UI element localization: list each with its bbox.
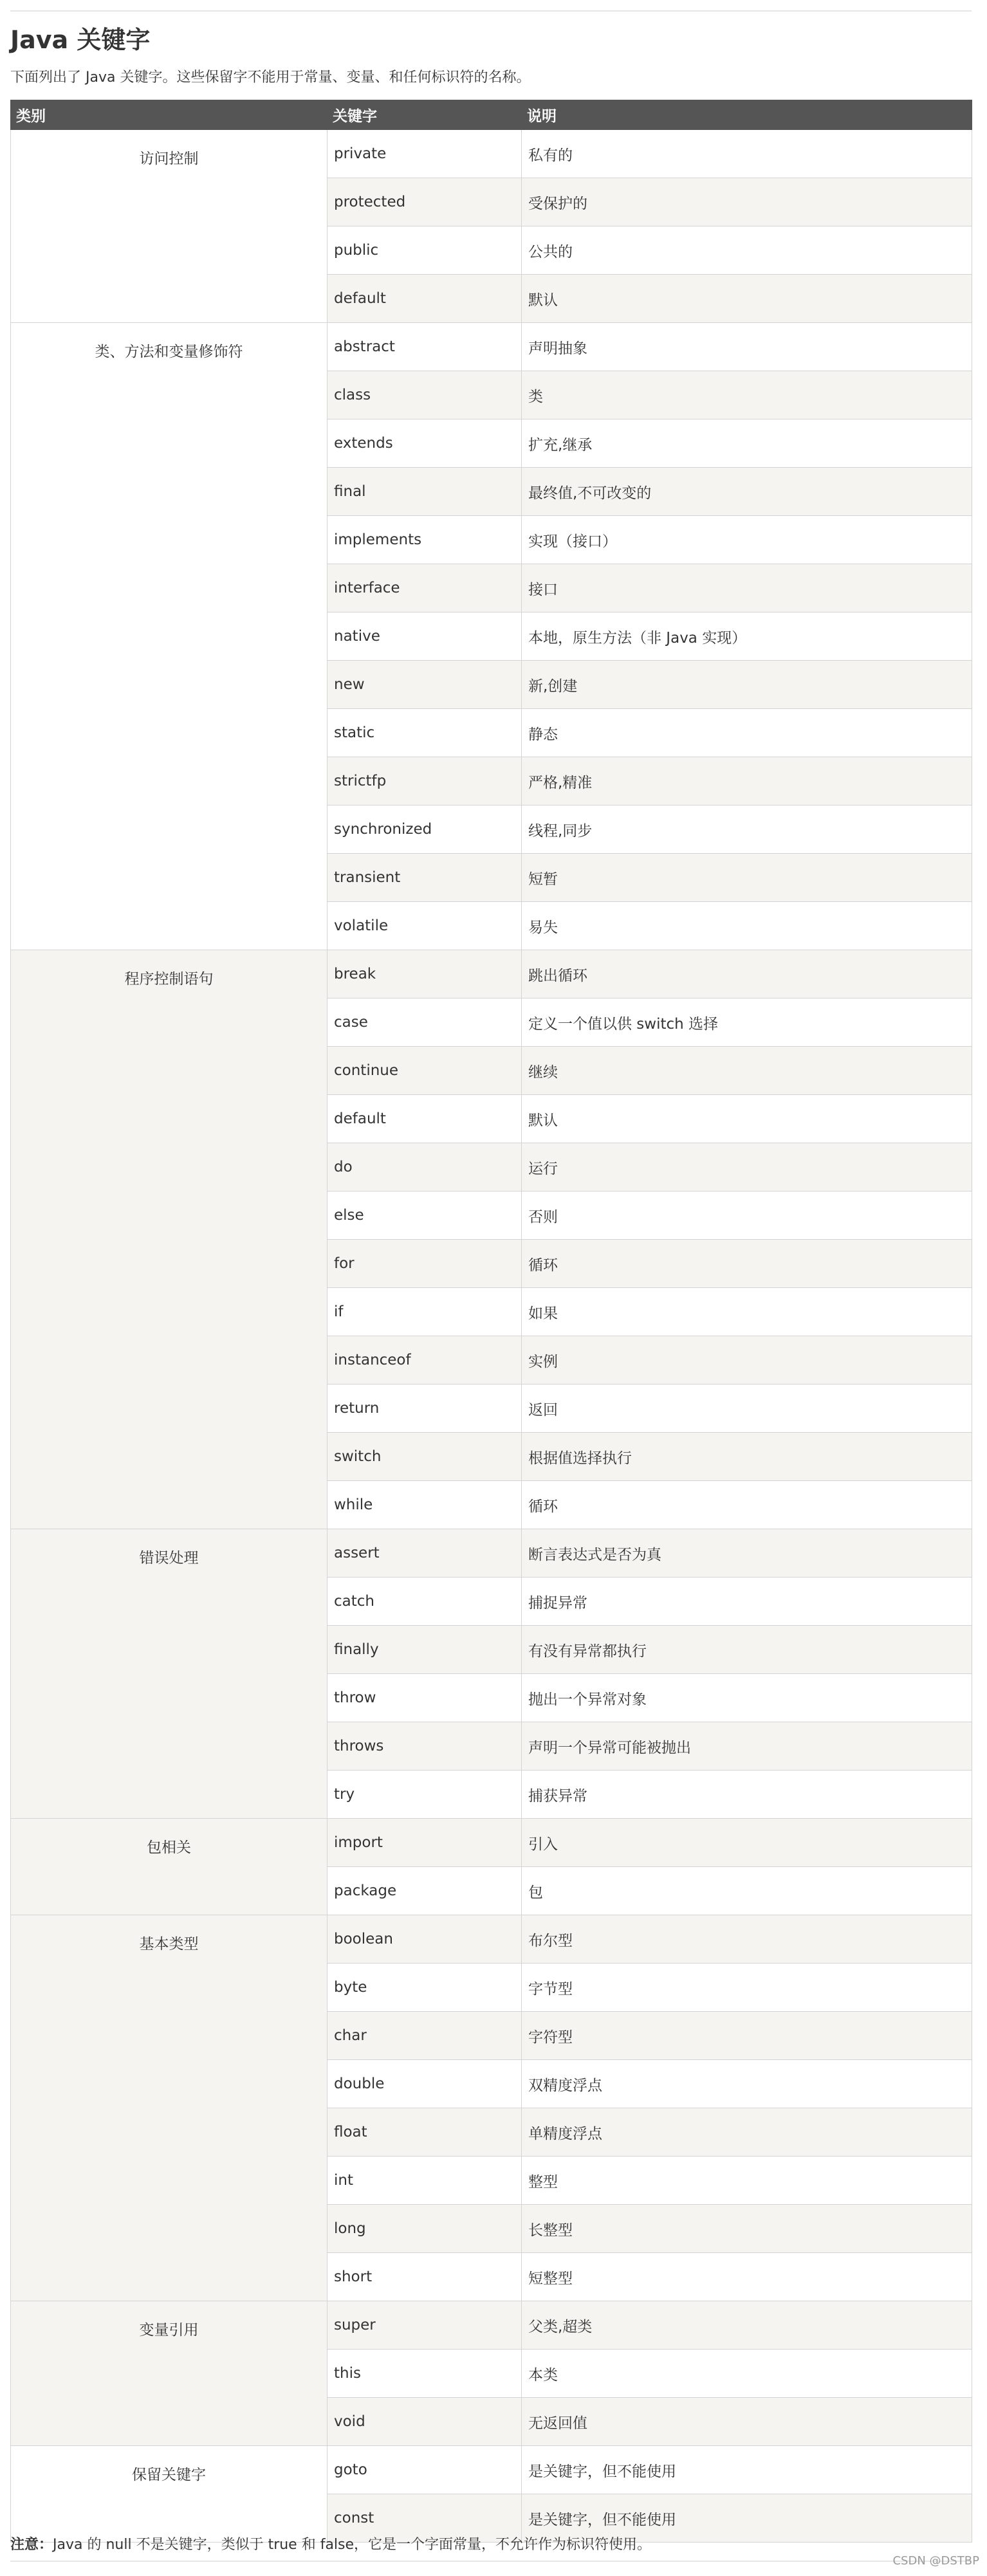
keyword-cell: abstract: [327, 323, 522, 371]
keyword-cell: throw: [327, 1674, 522, 1722]
description-cell: 线程,同步: [522, 805, 972, 854]
top-divider: [10, 10, 972, 12]
description-cell: 严格,精准: [522, 757, 972, 805]
description-cell: 扩充,继承: [522, 419, 972, 468]
description-cell: 返回: [522, 1385, 972, 1433]
keyword-cell: char: [327, 2012, 522, 2060]
description-cell: 无返回值: [522, 2398, 972, 2446]
keyword-cell: continue: [327, 1047, 522, 1095]
table-row: [11, 1915, 972, 1964]
description-cell: 实例: [522, 1336, 972, 1385]
keyword-cell: while: [327, 1481, 522, 1529]
keyword-cell: else: [327, 1191, 522, 1240]
keyword-cell: case: [327, 998, 522, 1047]
keyword-cell: assert: [327, 1529, 522, 1578]
keyword-cell: implements: [327, 516, 522, 564]
description-cell: 受保护的: [522, 178, 972, 226]
keyword-cell: short: [327, 2253, 522, 2301]
keyword-cell: transient: [327, 854, 522, 902]
keyword-cell: try: [327, 1771, 522, 1819]
header-keyword: 关键字: [327, 100, 522, 130]
description-cell: 整型: [522, 2157, 972, 2205]
keyword-cell: boolean: [327, 1915, 522, 1964]
description-cell: 最终值,不可改变的: [522, 468, 972, 516]
keyword-cell: throws: [327, 1722, 522, 1771]
description-cell: 静态: [522, 709, 972, 757]
header-description: 说明: [522, 100, 972, 130]
description-cell: 长整型: [522, 2205, 972, 2253]
description-cell: 捕获异常: [522, 1771, 972, 1819]
description-cell: 有没有异常都执行: [522, 1626, 972, 1674]
keyword-cell: volatile: [327, 902, 522, 950]
description-cell: 循环: [522, 1240, 972, 1288]
description-cell: 定义一个值以供 switch 选择: [522, 998, 972, 1047]
keyword-cell: import: [327, 1819, 522, 1867]
category-cell: 类、方法和变量修饰符: [11, 323, 327, 950]
keyword-cell: catch: [327, 1578, 522, 1626]
table-row: [11, 130, 972, 178]
keyword-cell: synchronized: [327, 805, 522, 854]
keyword-cell: const: [327, 2494, 522, 2543]
description-cell: 运行: [522, 1143, 972, 1191]
note-label: 注意：: [10, 2537, 53, 2553]
keyword-cell: default: [327, 1095, 522, 1143]
description-cell: 跳出循环: [522, 950, 972, 998]
table-row: [11, 2301, 972, 2350]
keyword-cell: instanceof: [327, 1336, 522, 1385]
keyword-cell: public: [327, 226, 522, 275]
keyword-cell: long: [327, 2205, 522, 2253]
watermark: CSDN @DSTBP: [892, 2554, 979, 2568]
keywords-table: [10, 100, 972, 2543]
keyword-cell: for: [327, 1240, 522, 1288]
category-cell: 基本类型: [11, 1915, 327, 2301]
table-row: [11, 1529, 972, 1578]
category-cell: 程序控制语句: [11, 950, 327, 1529]
description-cell: 易失: [522, 902, 972, 950]
keyword-cell: switch: [327, 1433, 522, 1481]
keyword-cell: private: [327, 130, 522, 178]
description-cell: 循环: [522, 1481, 972, 1529]
description-cell: 是关键字，但不能使用: [522, 2446, 972, 2494]
keyword-cell: final: [327, 468, 522, 516]
keyword-cell: goto: [327, 2446, 522, 2494]
keyword-cell: native: [327, 612, 522, 661]
note-text: Java 的 null 不是关键字，类似于 true 和 false，它是一个字面常量，不允许作为标识符使用。: [53, 2537, 652, 2553]
header-category: 类别: [11, 100, 327, 130]
keyword-cell: interface: [327, 564, 522, 612]
description-cell: 默认: [522, 275, 972, 323]
table-header-row: [11, 100, 972, 130]
description-cell: 本类: [522, 2350, 972, 2398]
keyword-cell: new: [327, 661, 522, 709]
category-cell: 访问控制: [11, 130, 327, 323]
table-row: [11, 2446, 972, 2494]
keyword-cell: package: [327, 1867, 522, 1915]
description-cell: 否则: [522, 1191, 972, 1240]
description-cell: 声明抽象: [522, 323, 972, 371]
table-row: [11, 323, 972, 371]
keyword-cell: break: [327, 950, 522, 998]
description-cell: 断言表达式是否为真: [522, 1529, 972, 1578]
keyword-cell: float: [327, 2108, 522, 2157]
description-cell: 抛出一个异常对象: [522, 1674, 972, 1722]
keyword-cell: if: [327, 1288, 522, 1336]
table-row: [11, 1819, 972, 1867]
keyword-cell: finally: [327, 1626, 522, 1674]
description-cell: 本地，原生方法（非 Java 实现）: [522, 612, 972, 661]
category-cell: 保留关键字: [11, 2446, 327, 2543]
keyword-cell: static: [327, 709, 522, 757]
description-cell: 引入: [522, 1819, 972, 1867]
description-cell: 公共的: [522, 226, 972, 275]
bottom-divider: [10, 2561, 972, 2562]
description-cell: 单精度浮点: [522, 2108, 972, 2157]
category-cell: 错误处理: [11, 1529, 327, 1819]
keyword-cell: this: [327, 2350, 522, 2398]
description-cell: 新,创建: [522, 661, 972, 709]
description-cell: 接口: [522, 564, 972, 612]
keyword-cell: default: [327, 275, 522, 323]
keyword-cell: extends: [327, 419, 522, 468]
keyword-cell: double: [327, 2060, 522, 2108]
table-body: [11, 130, 972, 2543]
description-cell: 如果: [522, 1288, 972, 1336]
description-cell: 默认: [522, 1095, 972, 1143]
description-cell: 是关键字，但不能使用: [522, 2494, 972, 2543]
page-title: Java 关键字: [10, 26, 151, 54]
keyword-cell: void: [327, 2398, 522, 2446]
keyword-cell: do: [327, 1143, 522, 1191]
keyword-cell: strictfp: [327, 757, 522, 805]
description-cell: 包: [522, 1867, 972, 1915]
keyword-cell: class: [327, 371, 522, 419]
category-cell: 包相关: [11, 1819, 327, 1915]
description-cell: 继续: [522, 1047, 972, 1095]
intro-text: 下面列出了 Java 关键字。这些保留字不能用于常量、变量、和任何标识符的名称。: [10, 69, 531, 86]
description-cell: 实现（接口）: [522, 516, 972, 564]
keyword-cell: protected: [327, 178, 522, 226]
description-cell: 声明一个异常可能被抛出: [522, 1722, 972, 1771]
description-cell: 字符型: [522, 2012, 972, 2060]
description-cell: 父类,超类: [522, 2301, 972, 2350]
description-cell: 短整型: [522, 2253, 972, 2301]
keyword-cell: super: [327, 2301, 522, 2350]
description-cell: 私有的: [522, 130, 972, 178]
table-row: [11, 950, 972, 998]
category-cell: 变量引用: [11, 2301, 327, 2446]
description-cell: 根据值选择执行: [522, 1433, 972, 1481]
description-cell: 捕捉异常: [522, 1578, 972, 1626]
description-cell: 短暂: [522, 854, 972, 902]
keyword-cell: return: [327, 1385, 522, 1433]
description-cell: 类: [522, 371, 972, 419]
description-cell: 字节型: [522, 1964, 972, 2012]
description-cell: 双精度浮点: [522, 2060, 972, 2108]
keyword-cell: byte: [327, 1964, 522, 2012]
note: [10, 2532, 651, 2558]
description-cell: 布尔型: [522, 1915, 972, 1964]
keyword-cell: int: [327, 2157, 522, 2205]
